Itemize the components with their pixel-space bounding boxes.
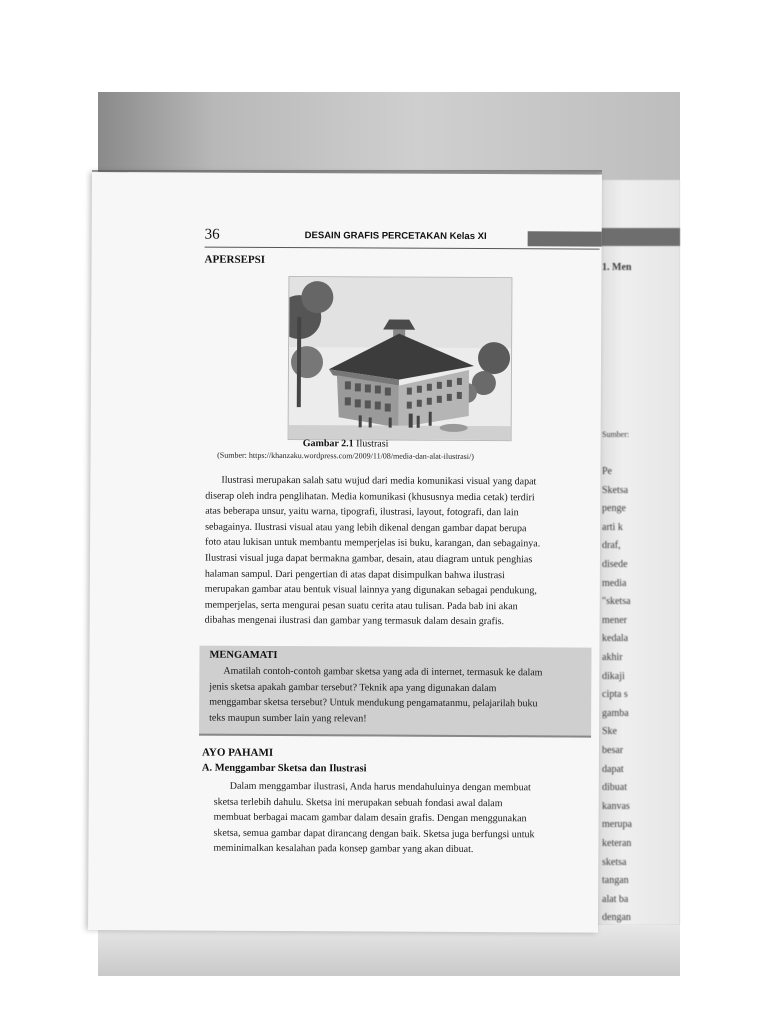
facing-heading: 1. Men <box>602 262 632 273</box>
mengamati-body <box>209 664 581 728</box>
facing-text-fragment: Ske <box>602 726 617 738</box>
facing-text-fragment: dibuat <box>602 782 627 794</box>
mengamati-line: Amatilah contoh-contoh gambar sketsa yang ada di internet, termasuk ke dalam <box>223 665 543 679</box>
facing-text-fragment: besar <box>602 745 624 756</box>
paragraph-line: sketsa terlebih dahulu. Sketsa ini merupakan sebuah fondasi awal dalam <box>213 796 503 809</box>
figure-source: (Sumber: https://khanzaku.wordpress.com/2009/11/08/media-dan-alat-ilustrasi/) <box>217 450 474 462</box>
intro-paragraph <box>205 473 592 631</box>
facing-text-fragment: gamba <box>602 707 629 719</box>
facing-text-fragment: disede <box>602 559 628 570</box>
scanner-bottom-shadow <box>98 925 680 976</box>
facing-text-fragment: cipta s <box>602 689 628 701</box>
facing-text-fragment: media <box>602 577 627 589</box>
building-illustration <box>288 276 513 441</box>
ayo-pahami-title: AYO PAHAMI <box>201 746 274 759</box>
facing-text-fragment: sketsa <box>602 856 627 868</box>
mengamati-title: MENGAMATI <box>209 649 278 661</box>
facing-text-fragment: draf, <box>602 540 621 552</box>
facing-text-fragment: mener <box>602 614 627 626</box>
facing-text-fragment: keteran <box>602 838 632 849</box>
mengamati-line: menggambar sketsa tersebut? Untuk mendukung pengamatanmu, pelajarilah buku <box>209 696 538 710</box>
facing-text-fragment: kedala <box>602 633 629 645</box>
facing-text-fragment: dengan <box>602 912 631 924</box>
page-number: 36 <box>204 226 220 243</box>
facing-page <box>598 180 680 925</box>
facing-text-fragment: merupa <box>602 819 632 831</box>
paragraph-line: merupakan gambar atau bentuk visual lainnya yang digunakan sebagai pendukung, <box>204 583 537 597</box>
paragraph-line: foto atau lukisan untuk membantu memperjelas isi buku, karangan, dan sebagainya. <box>205 536 541 550</box>
paragraph-line: dibahas mengenai ilustrasi dan gambar yang termasuk dalam desain grafis. <box>204 614 505 628</box>
facing-header-bar <box>598 228 680 246</box>
illustration-image <box>289 277 512 440</box>
paragraph-line: sebagainya. Ilustrasi visual atau yang lebih dikenal dengan gambar dapat berupa <box>205 521 527 535</box>
facing-text-fragment: dikaji <box>602 670 625 682</box>
paragraph-line: diserap oleh indra penglihatan. Media komunikasi (khususnya media cetak) terdiri <box>205 490 535 503</box>
facing-text-fragment: penge <box>602 503 626 515</box>
facing-text-fragment: arti k <box>602 521 623 533</box>
paragraph-line: meminimalkan kesalahan pada konsep gambar yang akan dibuat. <box>213 843 474 856</box>
facing-text-fragment: "sketsa <box>602 596 631 608</box>
caption-label: Gambar 2.1 <box>302 438 354 450</box>
facing-text-fragment: Pe <box>602 466 612 477</box>
mengamati-line: jenis sketsa apakah gambar tersebut? Teknik apa yang digunakan dalam <box>209 681 497 694</box>
mengamati-box <box>199 646 591 738</box>
section-title: APERSEPSI <box>204 253 266 266</box>
paragraph-line: atas beberapa unsur, yaitu warna, tipografi, ilustrasi, layout, fotografi, dan lain <box>205 505 519 519</box>
subsection-heading: A. Menggambar Sketsa dan Ilustrasi <box>201 762 367 775</box>
paragraph-line: Ilustrasi merupakan salah satu wujud dari media komunikasi visual yang dapat <box>221 474 537 488</box>
caption-text: Ilustrasi <box>353 438 389 450</box>
facing-text-fragment: akhir <box>602 652 623 663</box>
facing-text-fragment: kanvas <box>602 800 630 812</box>
facing-text-fragment: tangan <box>602 875 629 887</box>
book-page <box>88 172 602 933</box>
paragraph-line: sketsa, semua gambar dapat dirancang dengan baik. Sketsa juga berfungsi untuk <box>213 827 535 841</box>
sketsa-paragraph <box>213 779 589 859</box>
facing-source: Sumber: <box>602 430 630 439</box>
paragraph-line: Dalam menggambar ilustrasi, Anda harus mendahuluinya dengan membuat <box>229 780 531 794</box>
running-head: DESAIN GRAFIS PERCETAKAN Kelas XI <box>304 230 487 243</box>
facing-text-fragment: dapat <box>602 763 624 775</box>
mengamati-line: teks maupun sumber lain yang relevan! <box>209 712 367 725</box>
paragraph-line: memperjelas, serta mengurai pesan suatu cerita atau tulisan. Pada bab ini akan <box>204 599 518 612</box>
page-header <box>204 226 602 249</box>
paragraph-line: membuat berbagai macam gambar dalam desain grafis. Dengan menggunakan <box>213 811 527 825</box>
figure-caption <box>91 437 601 451</box>
paragraph-line: Ilustrasi visual juga dapat bermakna gambar, desain, atau diagram untuk penghias <box>204 552 533 566</box>
paragraph-line: halaman sampul. Dari pengertian di atas dapat disimpulkan bahwa ilustrasi <box>204 568 505 581</box>
facing-text-fragment: alat ba <box>602 893 629 905</box>
facing-text-fragment: Sketsa <box>602 484 629 496</box>
